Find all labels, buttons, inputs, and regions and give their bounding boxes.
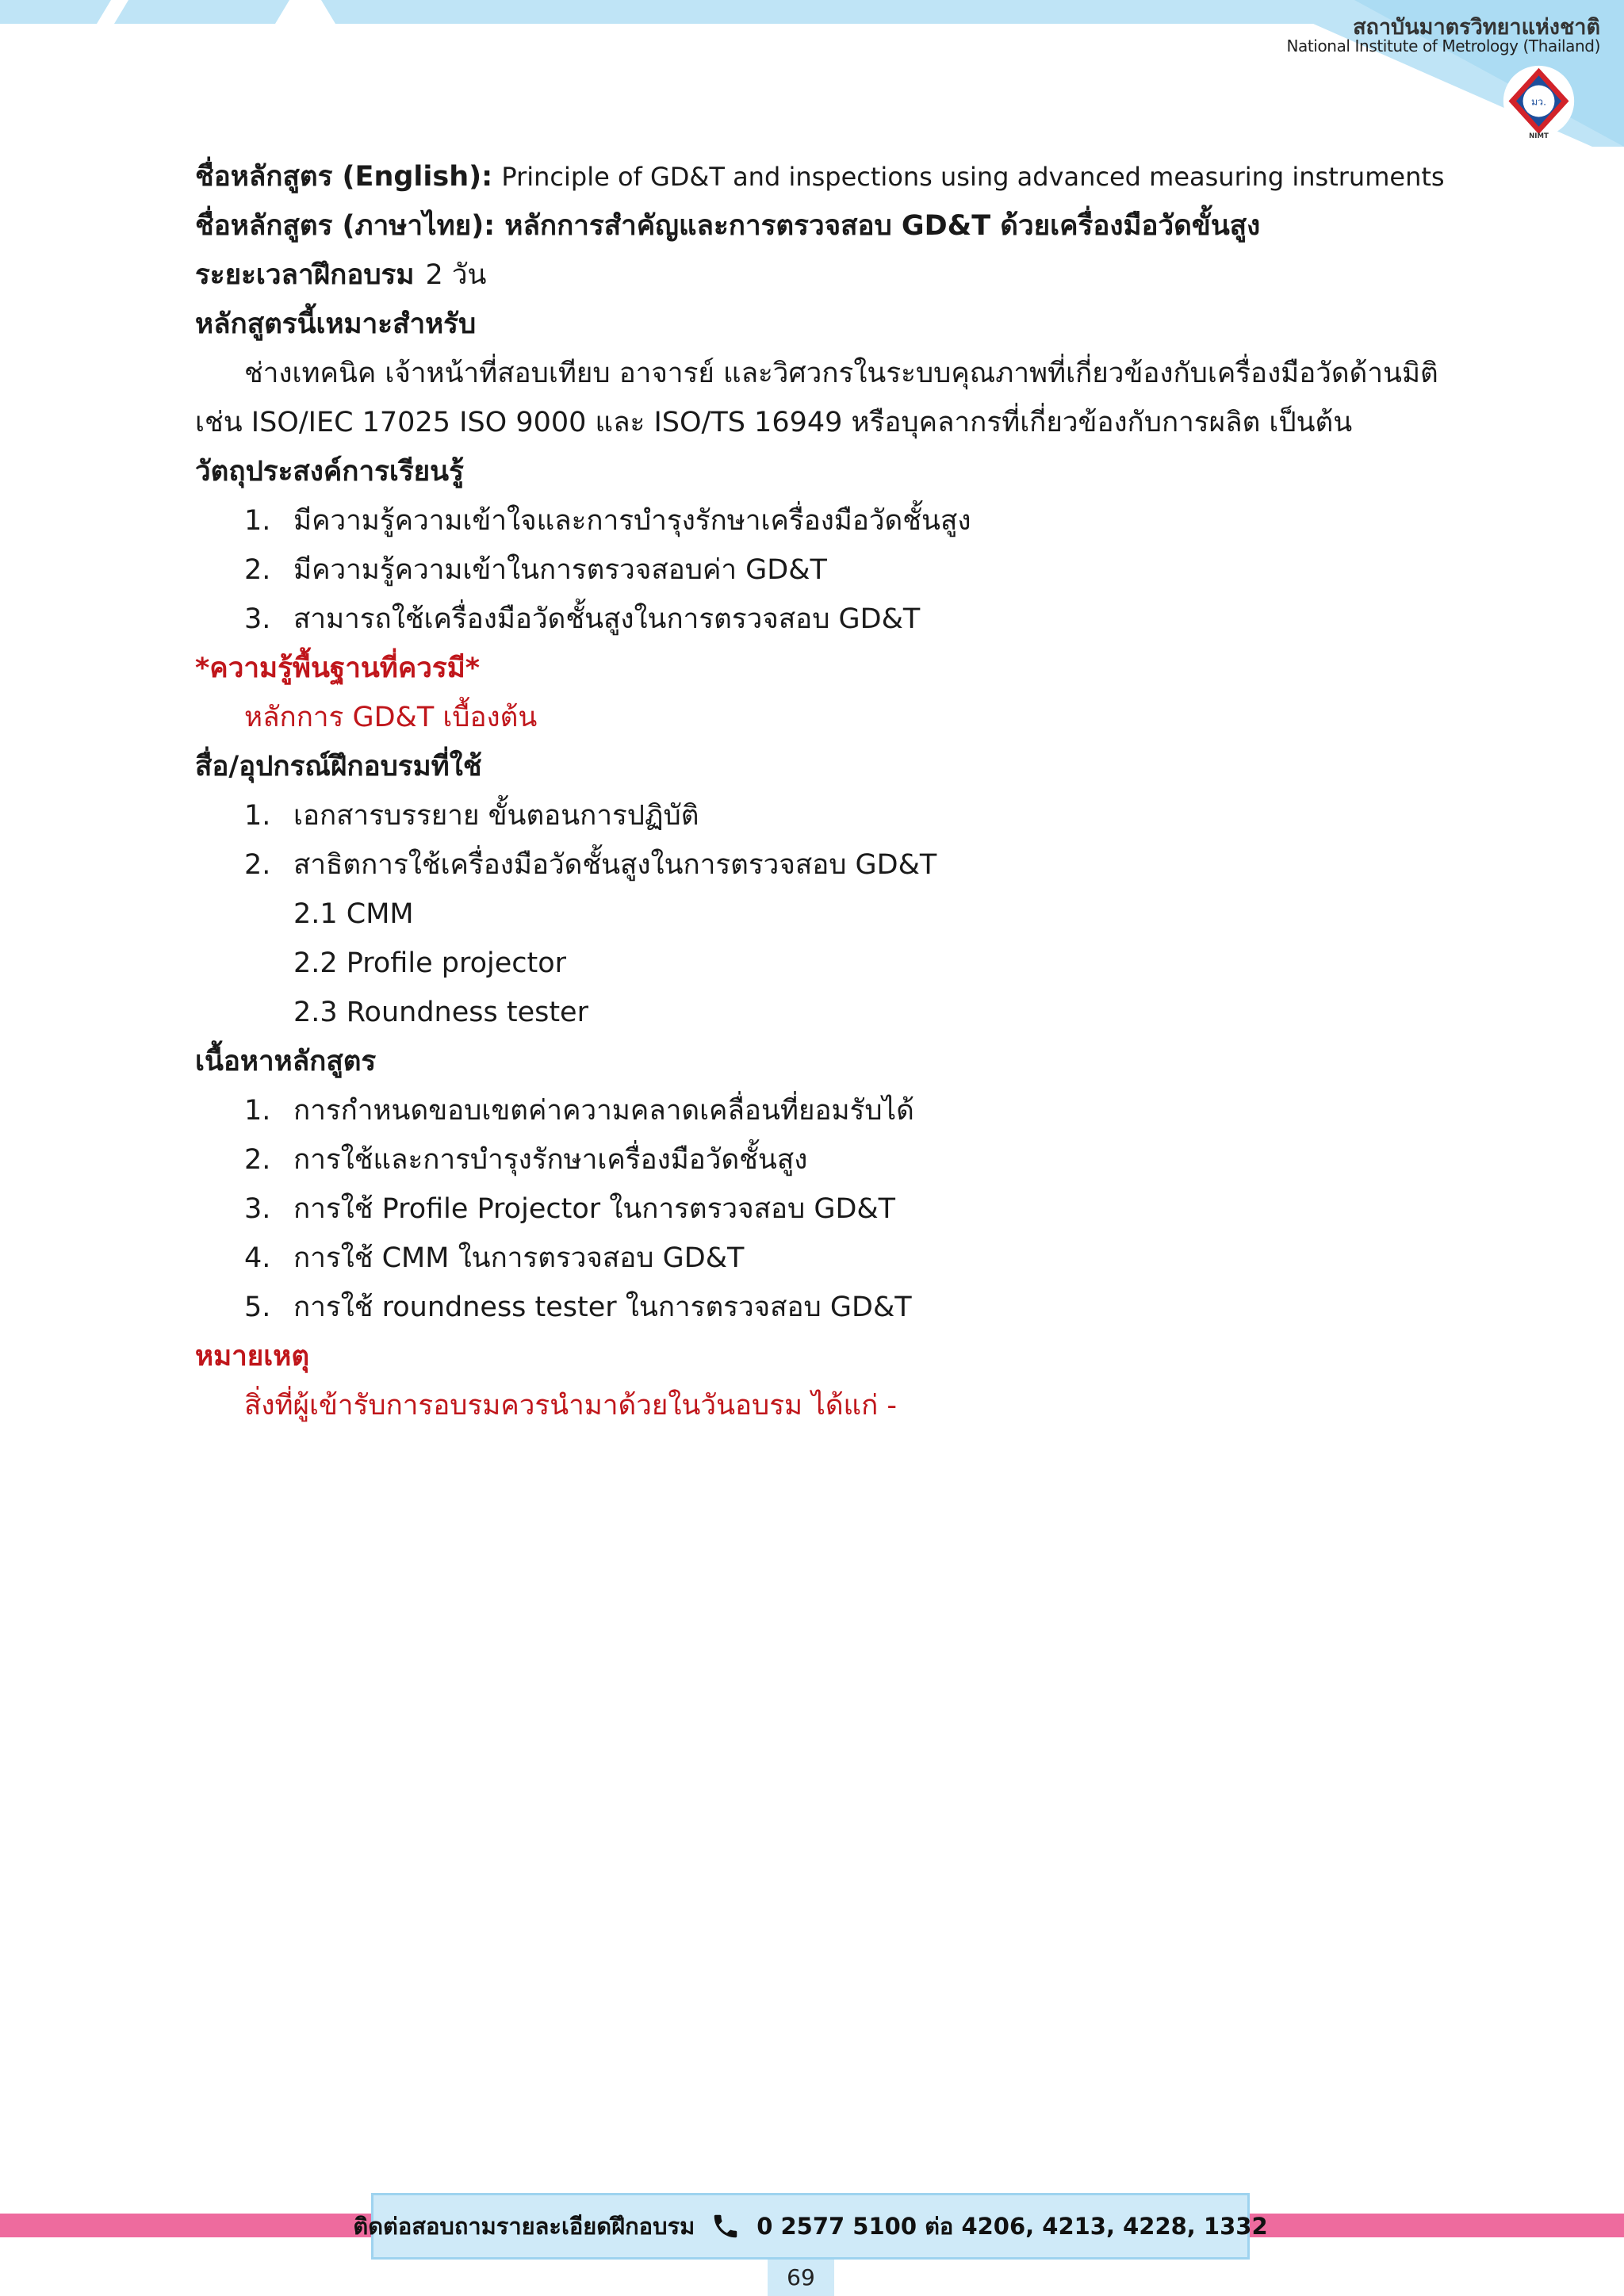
org-name-thai: สถาบันมาตรวิทยาแห่งชาติ [1353, 15, 1600, 40]
list-item: 2. สาธิตการใช้เครื่องมือวัดชั้นสูงในการตรวจสอบ GD&T [244, 849, 937, 881]
note-text: สิ่งที่ผู้เข้ารับการอบรมควรนำมาด้วยในวันอบรม ได้แก่ - [244, 1390, 898, 1422]
course-details [195, 152, 1445, 1430]
course-name-th-value: หลักการสำคัญและการตรวจสอบ GD&T ด้วยเครื่องมือวัดขั้นสูง [504, 210, 1261, 242]
audience-text-line1: ช่างเทคนิค เจ้าหน้าที่สอบเทียบ อาจารย์ และวิศวกรในระบบคุณภาพที่เกี่ยวข้องกับเครื่องมือวัดด้านมิติ [244, 358, 1438, 389]
list-item: 3. การใช้ Profile Projector ในการตรวจสอบ GD&T [244, 1193, 896, 1225]
audience-heading: หลักสูตรนี้เหมาะสำหรับ [195, 308, 477, 340]
duration-value: 2 วัน [425, 259, 487, 291]
list-item: 4. การใช้ CMM ในการตรวจสอบ GD&T [244, 1242, 745, 1274]
audience-text-line2: เช่น ISO/IEC 17025 ISO 9000 และ ISO/TS 16949 หรือบุคลากรที่เกี่ยวข้องกับการผลิต เป็นต้น [195, 407, 1353, 438]
duration [195, 251, 1432, 300]
org-name-english: National Institute of Metrology (Thailand) [1286, 36, 1600, 55]
content-heading: เนื้อหาหลักสูตร [195, 1046, 377, 1077]
course-name-en-value: Principle of GD&T and inspections using advanced measuring instruments [501, 162, 1445, 192]
list-item: 1. มีความรู้ความเข้าใจและการบำรุงรักษาเครื่องมือวัดชั้นสูง [244, 505, 971, 537]
list-subitem: 2.2 Profile projector [293, 947, 567, 979]
list-item: 5. การใช้ roundness tester ในการตรวจสอบ GD&T [244, 1292, 912, 1323]
prerequisite-text: หลักการ GD&T เบื้องต้น [244, 702, 538, 733]
media-heading: สื่อ/อุปกรณ์ฝึกอบรมที่ใช้ [195, 751, 482, 783]
contact-phone: 0 2577 5100 ต่อ 4206, 4213, 4228, 1332 [756, 2213, 1268, 2240]
phone-icon [710, 2211, 741, 2241]
prerequisite-heading: *ความรู้พื้นฐานที่ควรมี* [195, 652, 481, 684]
list-item: 2. การใช้และการบำรุงรักษาเครื่องมือวัดชั้นสูง [244, 1144, 808, 1176]
course-name-en-label: ชื่อหลักสูตร (English): [195, 161, 493, 193]
course-name-en [195, 152, 1445, 201]
list-subitem: 2.1 CMM [293, 898, 414, 930]
list-item: 1. การกำหนดขอบเขตค่าความคลาดเคลื่อนที่ยอมรับได้ [244, 1095, 914, 1127]
duration-label: ระยะเวลาฝึกอบรม [195, 259, 415, 291]
logo-text: มว. [1531, 96, 1546, 108]
course-name-th-label: ชื่อหลักสูตร (ภาษาไทย): [195, 210, 496, 242]
list-subitem: 2.3 Roundness tester [293, 997, 588, 1028]
contact-box [353, 2193, 1268, 2260]
logo-subtext: NIMT [1529, 132, 1549, 139]
course-name-th [195, 201, 1432, 251]
page-number: 69 [768, 2260, 834, 2296]
list-item: 1. เอกสารบรรยาย ขั้นตอนการปฏิบัติ [244, 800, 699, 832]
list-item: 2. มีความรู้ความเข้าในการตรวจสอบค่า GD&T [244, 554, 827, 586]
list-item: 3. สามารถใช้เครื่องมือวัดชั้นสูงในการตรวจสอบ GD&T [244, 603, 921, 635]
note-heading: หมายเหตุ [195, 1341, 310, 1372]
objectives-heading: วัตถุประสงค์การเรียนรู้ [195, 456, 464, 488]
contact-label: ติดต่อสอบถามรายละเอียดฝึกอบรม [353, 2213, 695, 2240]
nimt-logo [1501, 63, 1576, 139]
